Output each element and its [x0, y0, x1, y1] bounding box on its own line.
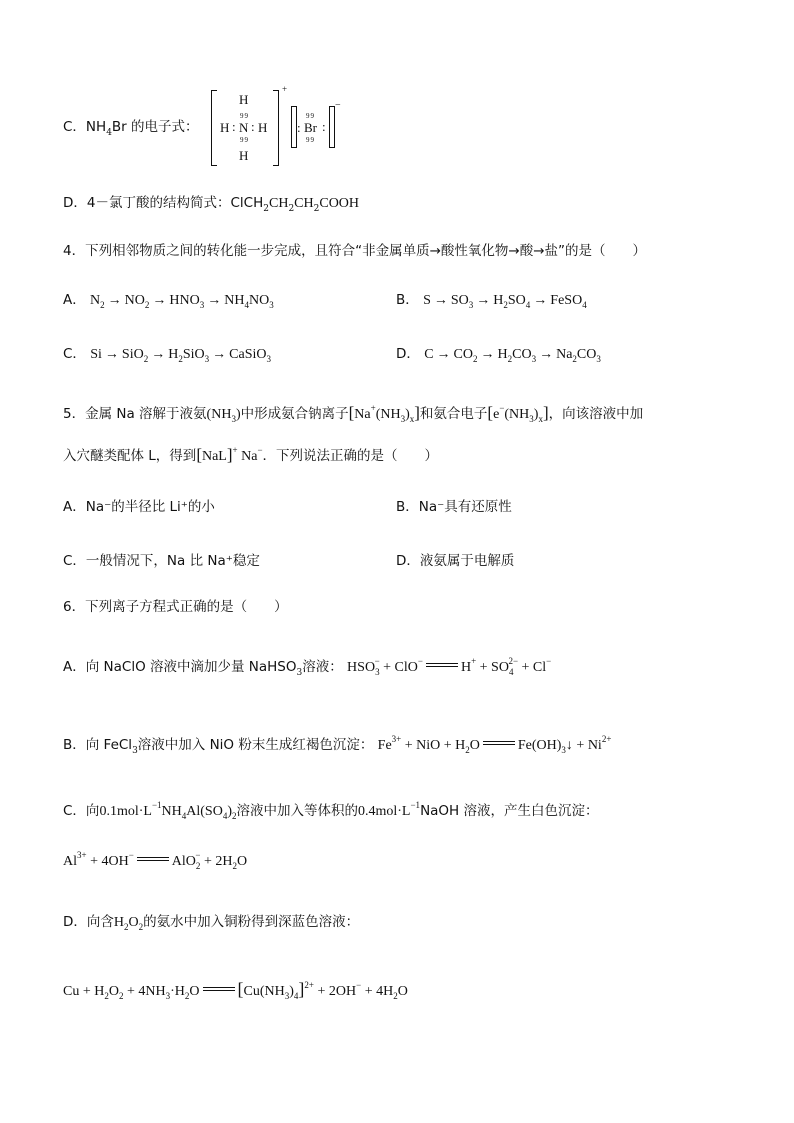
q6-b-text2: 溶液中加入 NiO 粉末生成红褐色沉淀：: [137, 737, 374, 753]
h-top: H: [239, 92, 249, 107]
q5-stem-2b: ．下列说法正确的是（ ）: [262, 448, 439, 464]
q3-c-rest: Br 的电子式：: [111, 119, 199, 135]
q6-a-text2: 溶液：: [302, 659, 343, 675]
q5-option-b: B．Na⁻具有还原性: [396, 499, 512, 515]
q5-option-d: D．液氨属于电解质: [396, 553, 515, 569]
right-bracket: [273, 90, 279, 166]
q6-option-b: B．向 FeCl$_3$溶液中加入 NiO 粉末生成红褐色沉淀： $Fe^{3+}$ + NiO + $H_2O$ $Fe(OH)_3↓ + Ni^{2+}$: [63, 734, 612, 756]
q4-c-label: C．: [63, 346, 86, 362]
q4-option-b: B． $S \to SO_3 \to H_2SO_4$ → FeSO$_4$: [396, 292, 587, 310]
q5-stem-c: 和氨合电子: [419, 406, 488, 422]
sub: 2: [288, 204, 295, 214]
br-dots-bottom: 99: [306, 136, 315, 144]
q6-c-text: C．向: [63, 803, 100, 819]
q5-stem-line1: 5．金属 Na 溶解于液氨$(NH_3)$中形成氨合钠离子$[Na^+(NH_3)_x]$和氨合电子$[e^-(NH_3)_x]$，向该溶液中加: [63, 403, 644, 424]
formula-part: CH: [268, 196, 289, 211]
q5-option-a: A．Na⁻的半径比 Li⁺的小: [63, 499, 215, 515]
sub: 2: [263, 204, 269, 214]
br-colon-right: :: [322, 119, 326, 134]
q3-d-text: D．4－氯丁酸的结构简式：ClCH: [63, 195, 264, 211]
q3-c-label: C．NH: [63, 119, 107, 135]
colon-left: :: [232, 119, 236, 134]
q5-stem-a: 5．金属 Na 溶解于液氨: [63, 406, 207, 422]
q5-stem-line2: 入穴醚类配体 L，得到[NaL]+ Na−．下列说法正确的是（ ）: [63, 445, 439, 464]
q6-option-c: C．向$0.1mol\cdot L^{-1}NH_4Al(SO_4)_2$溶液中加入等体积的$0.4mol\cdot L^{-1}NaOH$ 溶液，产生白色沉淀：: [63, 800, 599, 821]
q4-option-a: A． $N_2 \to NO_2 \to HNO_3 \to NH_4NO_3$: [63, 292, 274, 310]
q6-option-d-equation: $Cu + H_2O_2 + 4NH_3\cdot H_2O$ $[Cu(NH_3)_4]^{2+} + 2OH^- + 4H_2O$: [63, 979, 408, 1001]
h-left: H: [220, 120, 230, 135]
h-right: H: [258, 120, 268, 135]
br-colon-left: :: [297, 120, 301, 135]
q5-stem-2a: 入穴醚类配体 L，得到: [63, 448, 197, 464]
q6-d-text: D．向含: [63, 914, 114, 930]
q6-c-text2: 溶液中加入等体积的: [236, 803, 358, 819]
dots-bottom: 99: [240, 136, 249, 144]
q4-a-label: A．: [63, 292, 86, 308]
q6-option-d: D．向含$H_2O_2$的氨水中加入铜粉得到深蓝色溶液：: [63, 914, 360, 932]
br-atom: Br: [304, 120, 317, 135]
q6-d-text2: 的氨水中加入铜粉得到深蓝色溶液：: [143, 914, 360, 930]
q6-b-text: B．向 FeCl: [63, 737, 133, 753]
q5-stem-b: 中形成氨合钠离子: [240, 406, 349, 422]
q6-stem: 6．下列离子方程式正确的是（ ）: [63, 599, 288, 615]
colon-right: :: [251, 119, 255, 134]
sub: 2: [313, 204, 320, 214]
q6-option-c-equation: $Al^{3+} + 4OH^-$ $AlO_2^- + 2H_2O$: [63, 850, 248, 871]
h-bottom: H: [239, 148, 249, 163]
charge-minus: −: [335, 100, 341, 111]
formula-part: COOH: [319, 196, 360, 211]
dots-top: 99: [240, 112, 249, 120]
left-bracket: [211, 90, 217, 166]
q6-c-text3: NaOH 溶液，产生白色沉淀：: [420, 803, 599, 819]
q4-b-label: B．: [396, 292, 419, 308]
q4-stem: 4．下列相邻物质之间的转化能一步完成，且符合“非金属单质→酸性氧化物→酸→盐”的是（ ）: [63, 243, 647, 259]
n-atom: N: [239, 120, 249, 135]
q3-option-c: [63, 117, 199, 143]
q6-a-text: A．向 NaClO 溶液中滴加少量 NaHSO: [63, 659, 297, 675]
q4-option-c: C． $Si \to SiO_2 \to H_2SiO_3$ → CaSiO$_3$: [63, 346, 271, 364]
q4-option-d: D． $C \to CO_2 \to H_2CO_3 \to Na_2CO_3$: [396, 346, 601, 364]
q5-stem-d: ，向该溶液中加: [548, 406, 644, 422]
q3-c-sub: 4: [106, 128, 112, 138]
q6-option-a: A．向 NaClO 溶液中滴加少量 NaHSO$_3$溶液： $HSO_3^- + ClO^-$ $H^+ + SO_4^{2-} + Cl^-$: [63, 656, 552, 678]
charge-plus: +: [282, 84, 288, 94]
br-dots-top: 99: [306, 112, 315, 120]
q3-option-d: [63, 193, 359, 219]
formula-part: CH: [294, 196, 314, 211]
q5-option-c: C．一般情况下，Na 比 Na⁺稳定: [63, 553, 260, 569]
br-right-bracket: [329, 106, 335, 148]
q4-d-label: D．: [396, 346, 420, 362]
